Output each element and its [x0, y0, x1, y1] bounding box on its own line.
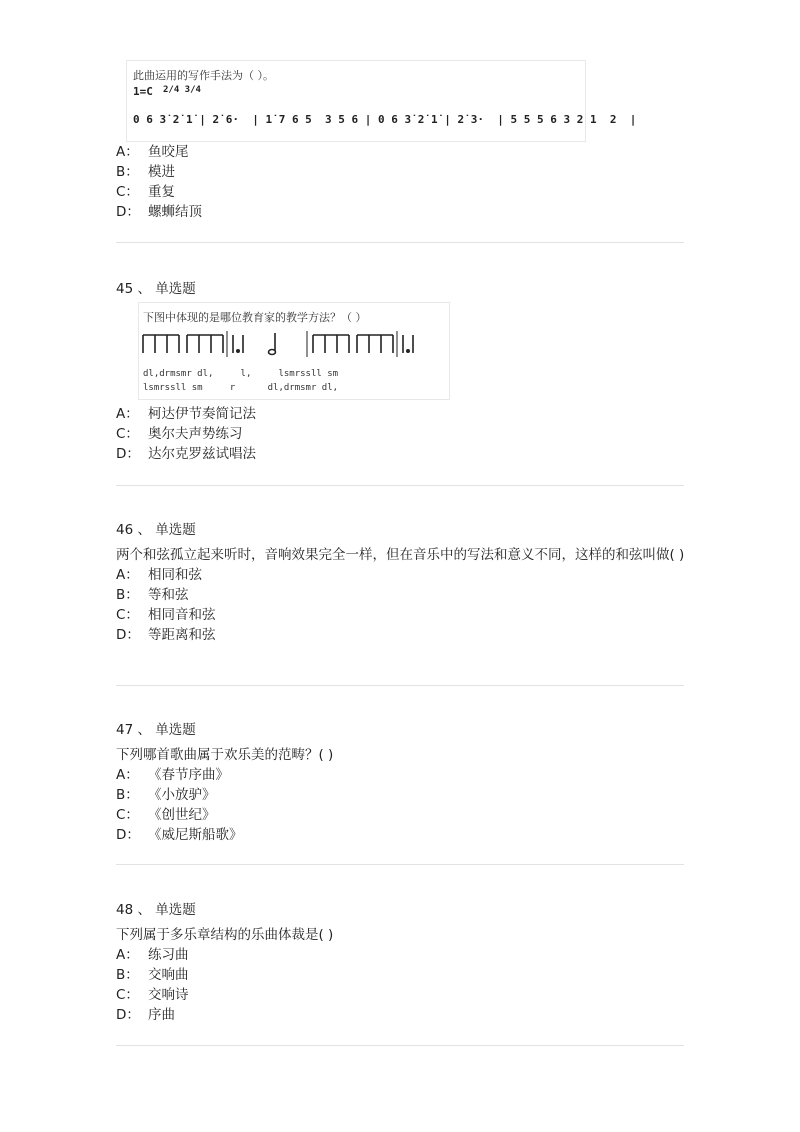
option-text: 螺蛳结顶 [148, 204, 202, 220]
option-letter: D： [116, 827, 140, 843]
option-letter: A： [116, 567, 139, 583]
option-d[interactable] [116, 444, 686, 464]
option-letter: B： [116, 967, 139, 983]
q48-block [116, 900, 686, 1025]
option-letter: A： [116, 406, 139, 422]
question-header: 46 、 单选题 [116, 522, 196, 538]
divider [116, 685, 684, 686]
option-text: 《春节序曲》 [148, 767, 229, 783]
option-c[interactable] [116, 985, 686, 1005]
option-letter: A： [116, 767, 139, 783]
q45-image-caption: 下图中体现的是哪位教育家的教学方法？（ ） [143, 311, 367, 324]
option-a[interactable] [116, 765, 686, 785]
divider [116, 485, 684, 486]
option-letter: D： [116, 1007, 140, 1023]
q44-key-signature: 1=C [133, 85, 153, 98]
option-text: 练习曲 [148, 947, 189, 963]
option-text: 达尔克罗兹试唱法 [148, 446, 256, 462]
q46-block [116, 520, 686, 645]
option-a[interactable] [116, 565, 686, 585]
q45-options [116, 404, 686, 464]
option-a[interactable] [116, 945, 686, 965]
option-b[interactable] [116, 785, 686, 805]
option-d[interactable] [116, 625, 686, 645]
option-text: 等距离和弦 [148, 627, 216, 643]
option-text: 相同音和弦 [148, 607, 216, 623]
option-d[interactable] [116, 202, 686, 222]
option-letter: B： [116, 164, 139, 180]
option-letter: A： [116, 947, 139, 963]
option-d[interactable] [116, 1005, 686, 1025]
q47-block [116, 720, 686, 845]
option-letter: B： [116, 587, 139, 603]
q44-image-caption: 此曲运用的写作手法为（ ）。 [133, 69, 274, 82]
option-text: 柯达伊节奏简记法 [148, 406, 256, 422]
option-b[interactable] [116, 585, 686, 605]
q44-options [116, 142, 686, 222]
option-letter: D： [116, 204, 140, 220]
option-a[interactable] [116, 142, 686, 162]
option-text: 模进 [148, 164, 175, 180]
option-text: 交响曲 [148, 967, 189, 983]
option-letter: C： [116, 807, 139, 823]
option-letter: B： [116, 787, 139, 803]
q44-score-image [126, 60, 637, 142]
question-text: 下列属于多乐章结构的乐曲体裁是( ) [116, 927, 334, 943]
option-text: 序曲 [148, 1007, 175, 1023]
q45-rhythm-notation [141, 329, 441, 359]
option-text: 交响诗 [148, 987, 189, 1003]
q44-notation: 0 6 3̇ 2̇ 1̇ | 2̇ 6· | 1̇ 7 6 5 3 5 6 | 0 6 3̇ 2̇ 1̇ | 2̇ 3· | 5 5 5 6 3 2 1 2 | [133, 113, 637, 126]
option-c[interactable] [116, 605, 686, 625]
q44-time-signature: 2/4 3/4 [163, 85, 201, 95]
q45-rhythm-image [138, 302, 450, 400]
option-text: 相同和弦 [148, 567, 202, 583]
divider [116, 864, 684, 865]
option-c[interactable] [116, 805, 686, 825]
option-letter: D： [116, 627, 140, 643]
question-header: 48 、 单选题 [116, 902, 196, 918]
q45-header-block [116, 279, 686, 299]
option-text: 《创世纪》 [148, 807, 216, 823]
option-text: 奥尔夫声势练习 [148, 426, 243, 442]
option-b[interactable] [116, 965, 686, 985]
option-letter: C： [116, 184, 139, 200]
option-d[interactable] [116, 825, 686, 845]
option-letter: C： [116, 987, 139, 1003]
option-text: 《威尼斯船歌》 [148, 827, 243, 843]
option-text: 鱼咬尾 [148, 144, 189, 160]
divider [116, 1045, 684, 1046]
q45-solfege-row-1: dl,drmsmr dl, l, lsmrssll sm [143, 369, 339, 379]
option-letter: C： [116, 607, 139, 623]
option-text: 《小放驴》 [148, 787, 216, 803]
question-text: 下列哪首歌曲属于欢乐美的范畴？( ) [116, 747, 334, 763]
option-b[interactable] [116, 162, 686, 182]
option-c[interactable] [116, 182, 686, 202]
question-header: 47 、 单选题 [116, 722, 196, 738]
option-a[interactable] [116, 404, 686, 424]
option-letter: A： [116, 144, 139, 160]
option-letter: D： [116, 446, 140, 462]
question-text: 两个和弦孤立起来听时，音响效果完全一样，但在音乐中的写法和意义不同，这样的和弦叫做( ) [116, 547, 685, 563]
option-text: 等和弦 [148, 587, 189, 603]
divider [116, 242, 684, 243]
option-c[interactable] [116, 424, 686, 444]
question-header: 45 、 单选题 [116, 281, 196, 297]
option-letter: C： [116, 426, 139, 442]
option-text: 重复 [148, 184, 175, 200]
q45-solfege-row-2: lsmrssll sm r dl,drmsmr dl, [143, 383, 339, 393]
